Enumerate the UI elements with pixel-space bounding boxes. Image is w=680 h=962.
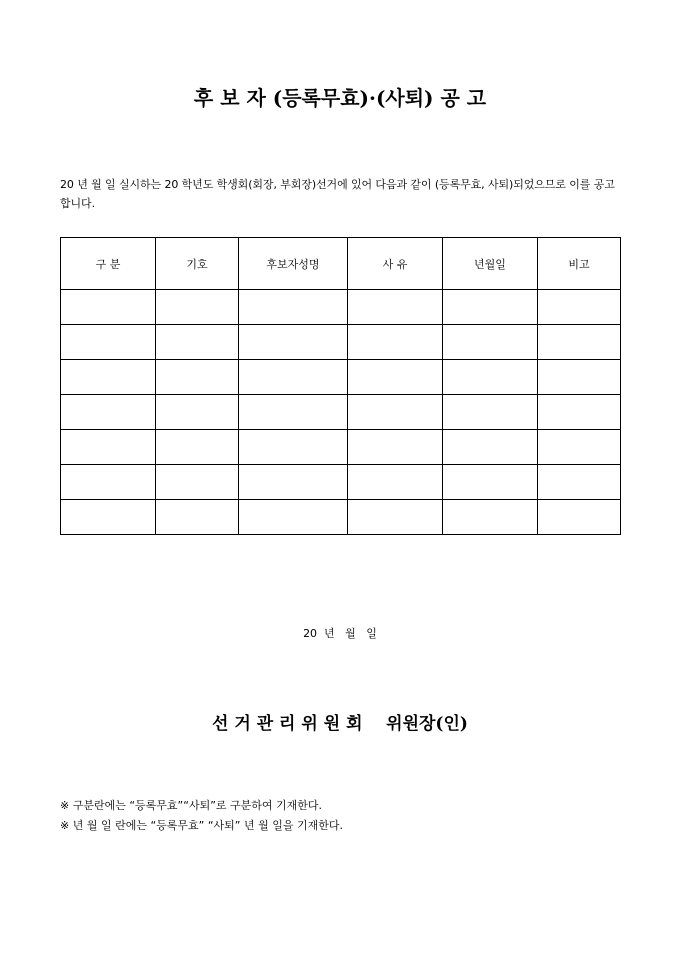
table-cell [443,465,538,500]
header-date: 년월일 [443,238,538,290]
table-row [61,290,621,325]
table-row [61,465,621,500]
table-header-row [61,238,621,290]
table-cell [348,500,443,535]
table-cell [538,465,621,500]
table-row [61,430,621,465]
table-cell [348,290,443,325]
table-cell [348,465,443,500]
table-cell [156,430,239,465]
table-cell [61,395,156,430]
table-cell [156,500,239,535]
note-category: ※ 구분란에는 “등록무효”“사퇴”로 구분하여 기재한다. [60,799,323,812]
table-cell [443,395,538,430]
table-cell [156,325,239,360]
header-symbol: 기호 [156,238,239,290]
table-cell [156,290,239,325]
table-cell [61,430,156,465]
header-reason: 사 유 [348,238,443,290]
table-cell [239,360,348,395]
table-cell [538,325,621,360]
table-cell [61,500,156,535]
table-cell [443,325,538,360]
note-date: ※ 년 월 일 란에는 “등록무효” “사퇴” 년 월 일을 기재한다. [60,819,343,832]
table-cell [156,465,239,500]
table-row [61,360,621,395]
document-title: 후 보 자 (등록무효)·(사퇴) 공 고 [193,86,487,110]
intro-paragraph: 20 년 월 일 실시하는 20 학년도 학생회(회장, 부회장)선거에 있어 다음과 같이 (등록무효, 사퇴)되었으므로 이를 공고합니다. [60,178,615,210]
table-cell [239,500,348,535]
header-candidate-name: 후보자성명 [239,238,348,290]
table-cell [156,395,239,430]
table-cell [538,430,621,465]
table-cell [348,430,443,465]
table-cell [61,465,156,500]
table-cell [239,430,348,465]
table-cell [443,430,538,465]
notes [60,796,343,836]
table-row [61,500,621,535]
committee-signature: 선 거 관 리 위 원 회 위원장(인) [212,714,468,734]
table-cell [443,500,538,535]
table-row [61,395,621,430]
table-cell [348,325,443,360]
table-cell [239,465,348,500]
table-cell [61,325,156,360]
header-remarks: 비고 [538,238,621,290]
table-cell [156,360,239,395]
table-cell [443,360,538,395]
table-cell [61,290,156,325]
table-cell [538,395,621,430]
table-cell [443,290,538,325]
table-cell [239,325,348,360]
table-cell [61,360,156,395]
candidate-table [60,237,621,535]
header-category: 구 분 [61,238,156,290]
table-cell [538,360,621,395]
table-cell [348,360,443,395]
table-cell [348,395,443,430]
table-cell [538,290,621,325]
table-row [61,325,621,360]
date-line: 20 년 월 일 [303,627,377,640]
table-cell [239,290,348,325]
table-cell [239,395,348,430]
table-cell [538,500,621,535]
